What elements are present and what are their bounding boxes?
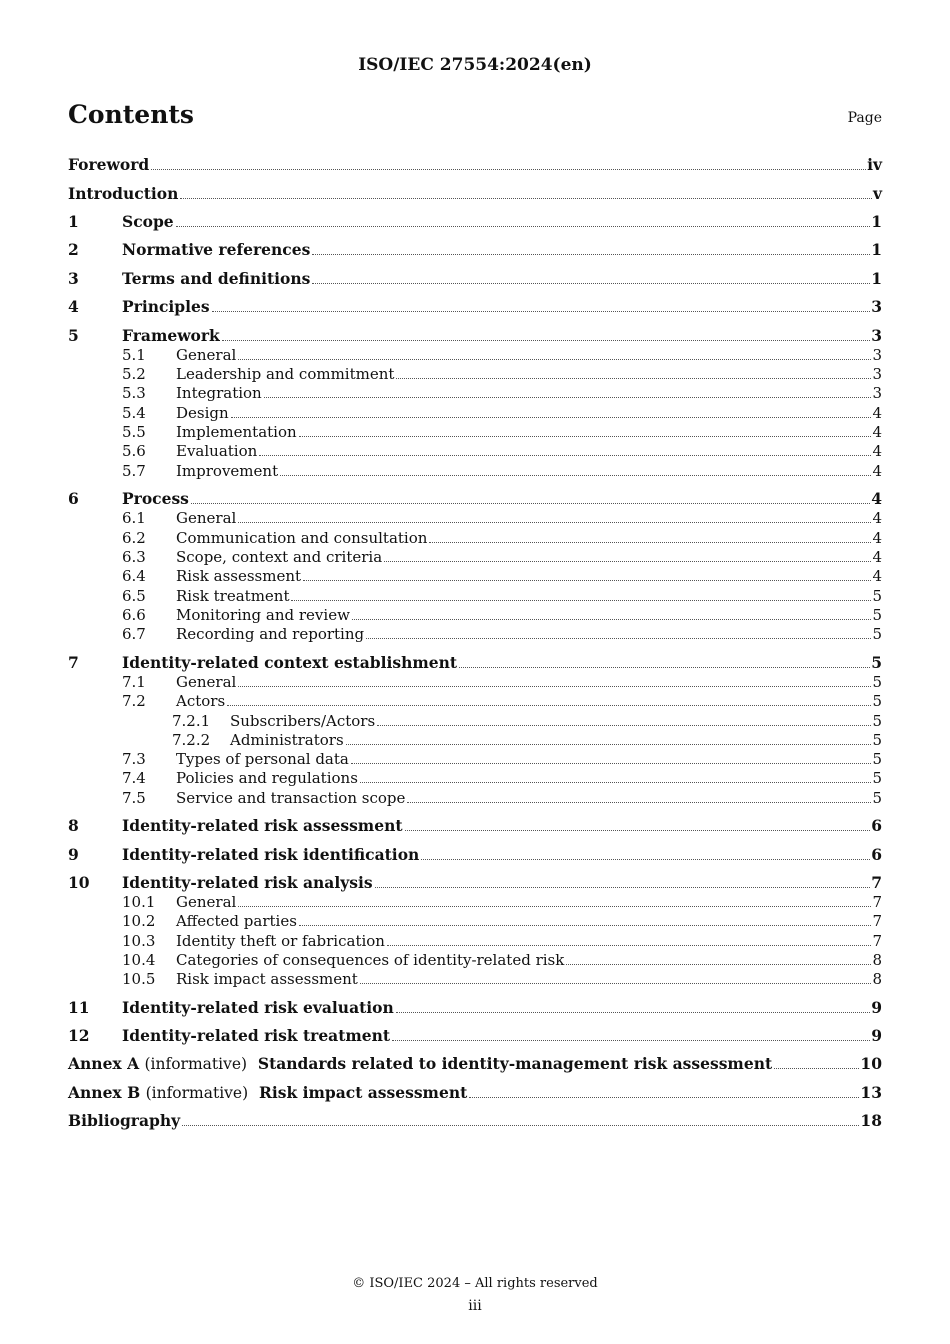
toc-subentry[interactable]: 6.5 Risk treatment 5 [122,587,882,605]
toc-subentry[interactable]: 10.5 Risk impact assessment 8 [122,970,882,988]
toc-entry[interactable]: 11 Identity-related risk evaluation 9 [68,998,882,1017]
toc-subentry[interactable]: 7.3 Types of personal data 5 [122,750,882,768]
toc-subentry[interactable]: 5.2 Leadership and commitment 3 [122,365,882,383]
toc-subentry[interactable]: 7.5 Service and transaction scope 5 [122,789,882,807]
toc-entry-annex-b[interactable]: Annex B (informative) Risk impact assessment 13 [68,1083,882,1102]
toc-subentry[interactable]: 10.3 Identity theft or fabrication 7 [122,932,882,950]
toc-subentry[interactable]: 6.4 Risk assessment 4 [122,567,882,585]
toc-subsubentry[interactable]: 7.2.2 Administrators 5 [172,731,882,749]
toc-subentry[interactable]: 6.3 Scope, context and criteria 4 [122,548,882,566]
toc-subentry[interactable]: 5.3 Integration 3 [122,384,882,402]
toc-subentry[interactable]: 6.7 Recording and reporting 5 [122,625,882,643]
toc-subentry[interactable]: 5.6 Evaluation 4 [122,442,882,460]
toc-entry-annex-a[interactable]: Annex A (informative) Standards related to identity-management risk assessment 10 [68,1054,882,1073]
toc-entry[interactable]: 2 Normative references 1 [68,240,882,259]
toc-subentry[interactable]: 10.4 Categories of consequences of identity-related risk 8 [122,951,882,969]
toc-entry[interactable]: 9 Identity-related risk identification 6 [68,845,882,864]
toc-entry-bibliography[interactable]: Bibliography 18 [68,1111,882,1130]
toc-subentry[interactable]: 6.2 Communication and consultation 4 [122,529,882,547]
toc-entry-foreword[interactable]: Foreword iv [68,155,882,174]
toc-subentry[interactable]: 5.1 General 3 [122,346,882,364]
toc-entry[interactable]: 5 Framework 3 [68,326,882,345]
toc-entry[interactable]: 4 Principles 3 [68,297,882,316]
page-number: iii [468,1298,482,1314]
toc-entry[interactable]: 8 Identity-related risk assessment 6 [68,816,882,835]
toc-entry[interactable]: 1 Scope 1 [68,212,882,231]
toc-subentry[interactable]: 6.6 Monitoring and review 5 [122,606,882,624]
toc-subentry[interactable]: 6.1 General 4 [122,509,882,527]
toc-entry[interactable]: 12 Identity-related risk treatment 9 [68,1026,882,1045]
toc-entry[interactable]: 6 Process 4 [68,489,882,508]
document-id-header: ISO/IEC 27554:2024(en) [358,55,592,75]
toc-entry[interactable]: 7 Identity-related context establishment 5 [68,653,882,672]
toc-subentry[interactable]: 5.4 Design 4 [122,404,882,422]
toc-subentry[interactable]: 10.1 General 7 [122,893,882,911]
page-column-label: Page [847,110,882,126]
toc-entry[interactable]: 10 Identity-related risk analysis 7 [68,873,882,892]
contents-heading: Contents [68,100,195,129]
toc-subentry[interactable]: 7.1 General 5 [122,673,882,691]
toc-entry-introduction[interactable]: Introduction v [68,184,882,203]
toc-subentry[interactable]: 10.2 Affected parties 7 [122,912,882,930]
toc-subsubentry[interactable]: 7.2.1 Subscribers/Actors 5 [172,712,882,730]
toc-subentry[interactable]: 7.2 Actors 5 [122,692,882,710]
toc-entry[interactable]: 3 Terms and definitions 1 [68,269,882,288]
copyright-footer: © ISO/IEC 2024 – All rights reserved [352,1276,598,1291]
toc-subentry[interactable]: 7.4 Policies and regulations 5 [122,769,882,787]
toc-subentry[interactable]: 5.5 Implementation 4 [122,423,882,441]
toc-subentry[interactable]: 5.7 Improvement 4 [122,462,882,480]
